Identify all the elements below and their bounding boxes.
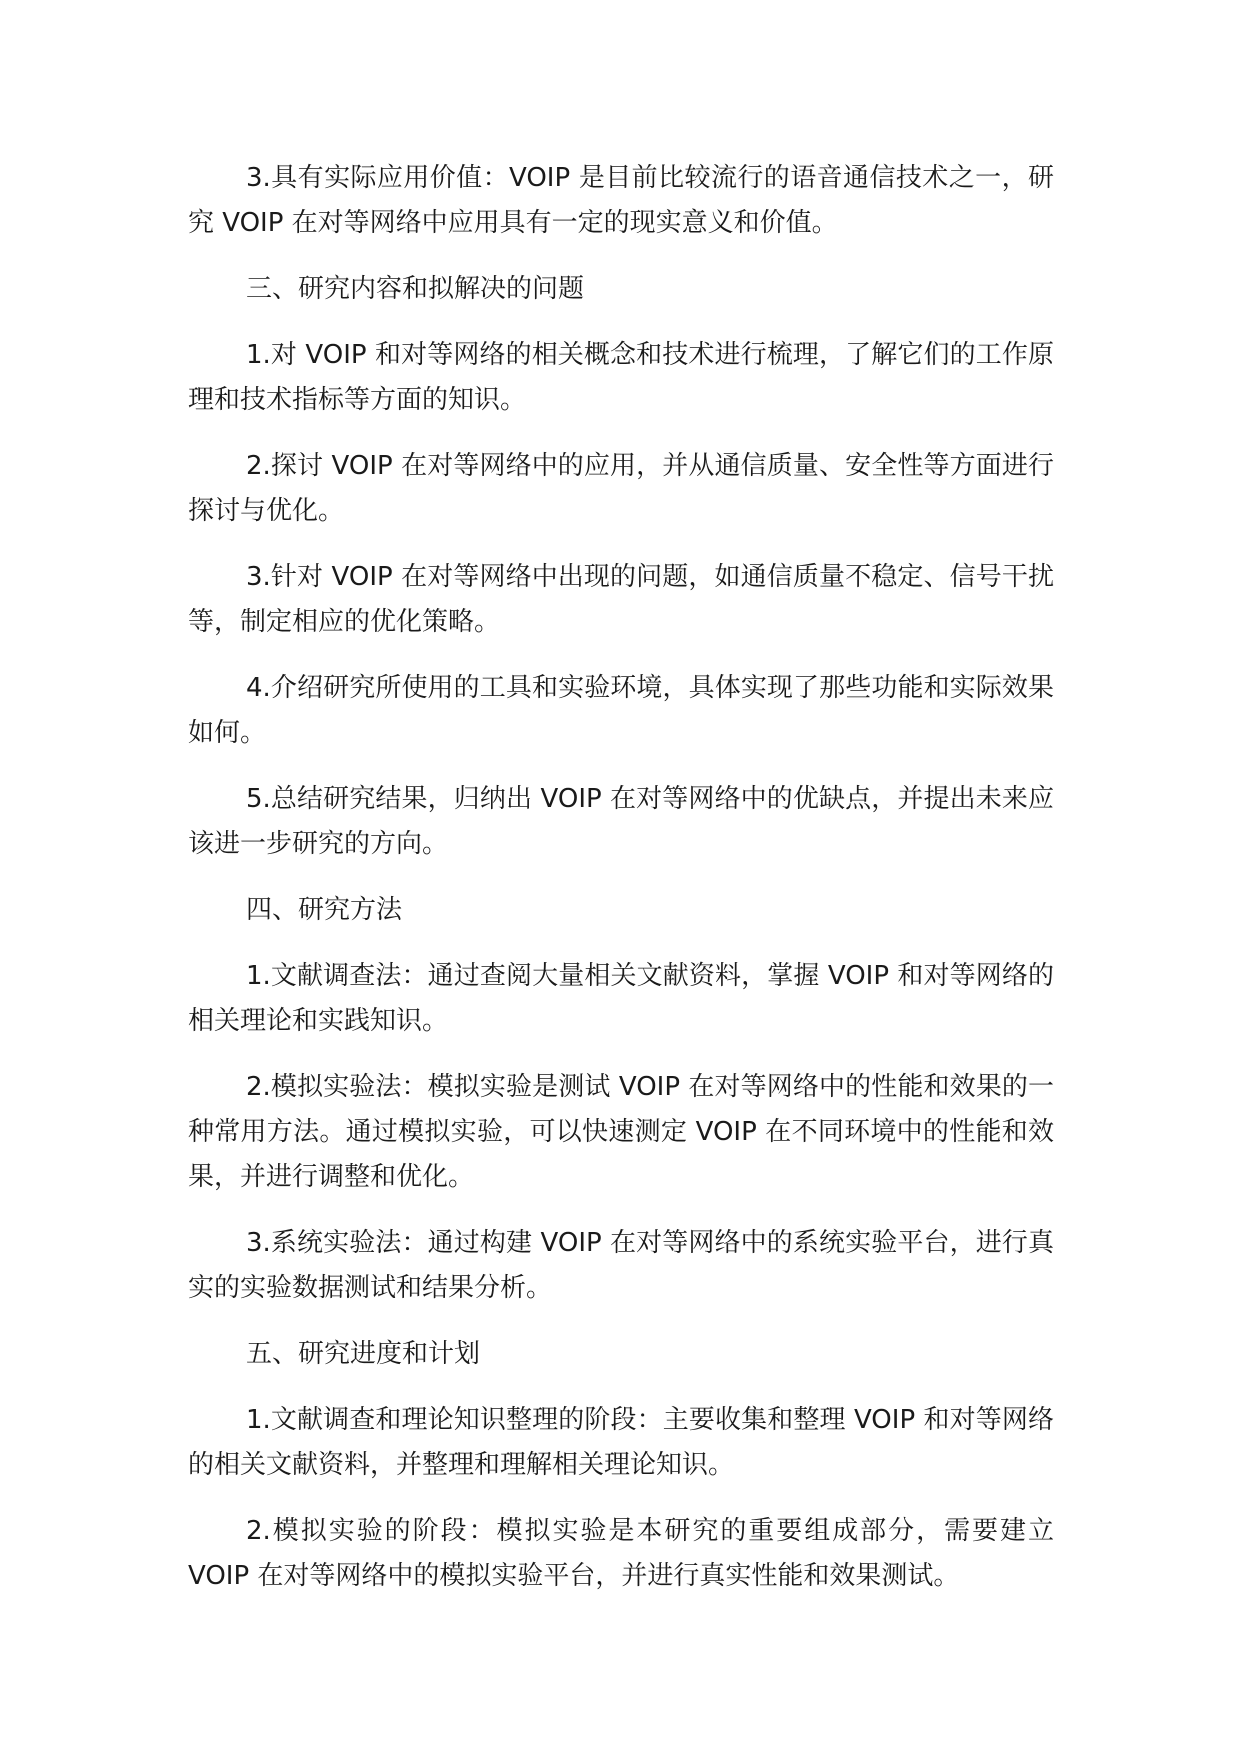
paragraph-content-4: 4.介绍研究所使用的工具和实验环境，具体实现了那些功能和实际效果如何。 (188, 673, 1054, 748)
paragraph-content-3: 3.针对 VOIP 在对等网络中出现的问题，如通信质量不稳定、信号干扰等，制定相应的优化策略。 (188, 562, 1054, 637)
section-heading-progress-plan: 五、研究进度和计划 (246, 1339, 481, 1369)
paragraph-method-2: 2.模拟实验法：模拟实验是测试 VOIP 在对等网络中的性能和效果的一种常用方法。通过模拟实验，可以快速测定 VOIP 在不同环境中的性能和效果，并进行调整和优化。 (188, 1072, 1054, 1192)
paragraph-method-1: 1.文献调查法：通过查阅大量相关文献资料，掌握 VOIP 和对等网络的相关理论和实践知识。 (188, 961, 1054, 1036)
document-body (188, 156, 1054, 1620)
paragraph-content-1: 1.对 VOIP 和对等网络的相关概念和技术进行梳理，了解它们的工作原理和技术指标等方面的知识。 (188, 340, 1054, 415)
paragraph-method-3: 3.系统实验法：通过构建 VOIP 在对等网络中的系统实验平台，进行真实的实验数据测试和结果分析。 (188, 1228, 1054, 1303)
paragraph-content-5: 5.总结研究结果，归纳出 VOIP 在对等网络中的优缺点，并提出未来应该进一步研究的方向。 (188, 784, 1054, 859)
section-heading-research-content: 三、研究内容和拟解决的问题 (246, 274, 585, 304)
paragraph-content-2: 2.探讨 VOIP 在对等网络中的应用，并从通信质量、安全性等方面进行探讨与优化。 (188, 451, 1054, 526)
paragraph-plan-1: 1.文献调查和理论知识整理的阶段：主要收集和整理 VOIP 和对等网络的相关文献资料，并整理和理解相关理论知识。 (188, 1405, 1054, 1480)
section-heading-research-methods: 四、研究方法 (246, 895, 403, 925)
paragraph-plan-2: 2.模拟实验的阶段：模拟实验是本研究的重要组成部分，需要建立 VOIP 在对等网络中的模拟实验平台，并进行真实性能和效果测试。 (188, 1516, 1054, 1591)
paragraph-practical-value: 3.具有实际应用价值：VOIP 是目前比较流行的语音通信技术之一，研究 VOIP 在对等网络中应用具有一定的现实意义和价值。 (188, 163, 1054, 238)
